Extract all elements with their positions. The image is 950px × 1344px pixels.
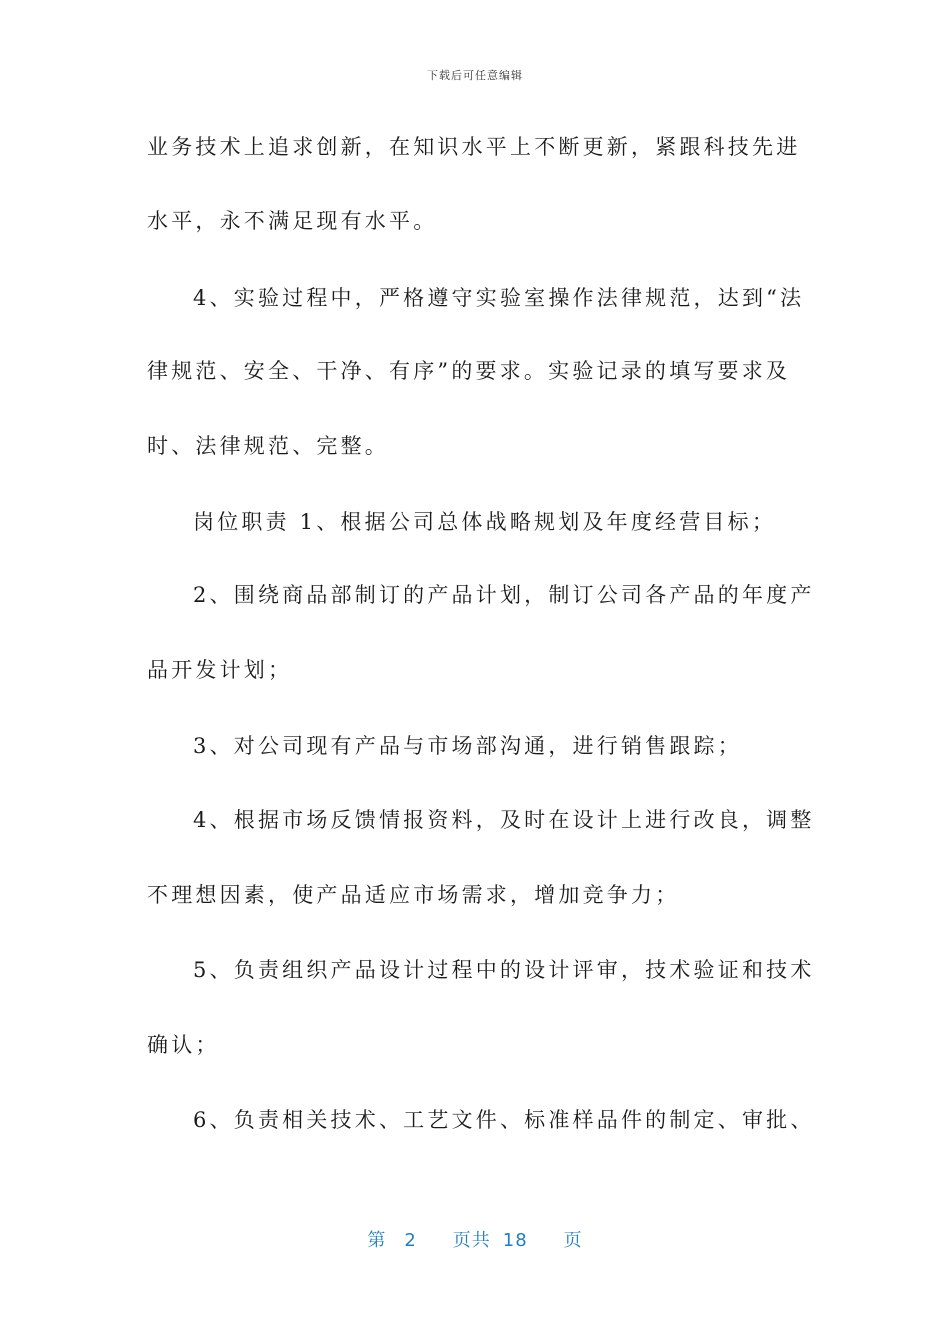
footer-total-pages: 18 xyxy=(502,1230,528,1251)
footer-suffix: 页 xyxy=(563,1230,583,1251)
paragraph-line: 4、根据市场反馈情报资料，及时在设计上进行改良，调整 xyxy=(193,808,815,832)
paragraph-line: 律规范、安全、干净、有序”的要求。实验记录的填写要求及 xyxy=(147,359,791,383)
paragraph-line: 水平，永不满足现有水平。 xyxy=(147,209,438,233)
page-header: 下载后可任意编辑 xyxy=(427,69,523,82)
paragraph-line: 确认； xyxy=(147,1033,220,1057)
footer-current-page: 2 xyxy=(404,1230,417,1251)
paragraph-line: 6、负责相关技术、工艺文件、标准样品件的制定、审批、 xyxy=(193,1108,815,1132)
paragraph-line: 不理想因素，使产品适应市场需求，增加竞争力； xyxy=(147,883,680,907)
paragraph-line: 3、对公司现有产品与市场部沟通，进行销售跟踪； xyxy=(193,734,742,758)
paragraph-line: 业务技术上追求创新，在知识水平上不断更新，紧跟科技先进 xyxy=(147,135,801,159)
paragraph-line: 5、负责组织产品设计过程中的设计评审，技术验证和技术 xyxy=(193,958,815,982)
paragraph-line: 岗位职责 1、根据公司总体战略规划及年度经营目标； xyxy=(193,510,777,534)
paragraph-line: 4、实验过程中，严格遵守实验室操作法律规范，达到“法 xyxy=(193,286,805,310)
paragraph-line: 时、法律规范、完整。 xyxy=(147,434,389,458)
footer-prefix: 第 xyxy=(367,1230,387,1251)
paragraph-line: 品开发计划； xyxy=(147,658,293,682)
footer-middle: 页共 xyxy=(452,1230,491,1251)
page-footer xyxy=(0,1226,950,1252)
paragraph-line: 2、围绕商品部制订的产品计划，制订公司各产品的年度产 xyxy=(193,583,815,607)
